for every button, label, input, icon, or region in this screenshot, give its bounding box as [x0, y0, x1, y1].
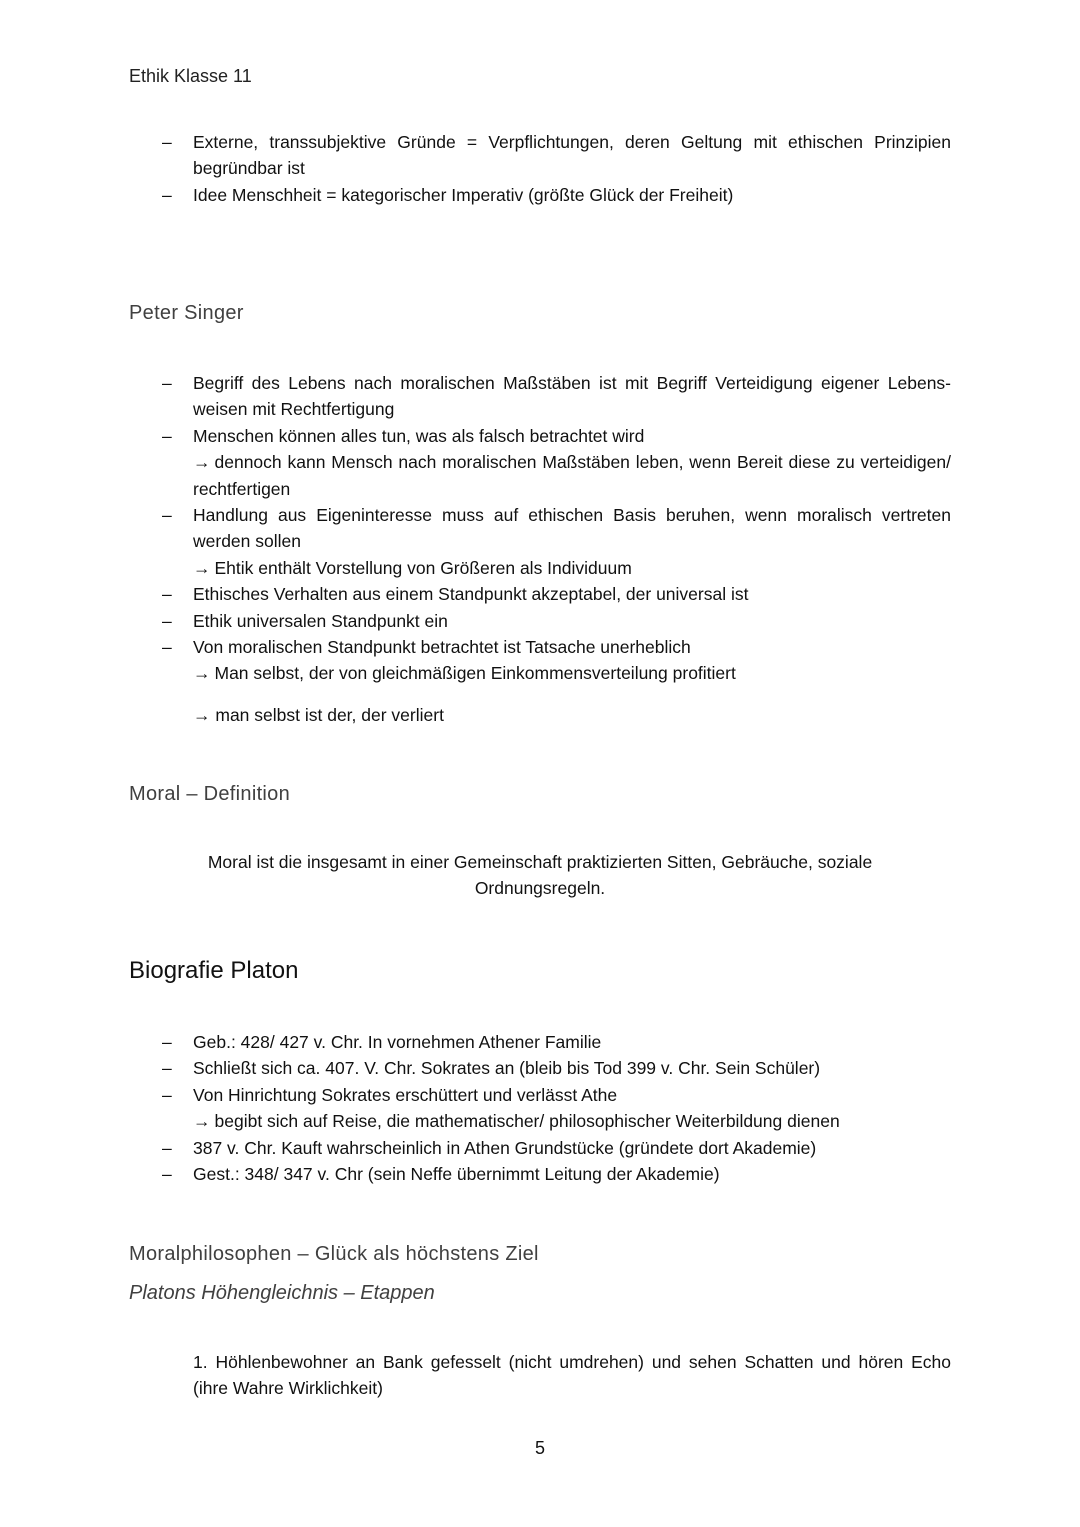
arrow-icon: →	[193, 557, 211, 578]
arrow-icon: →	[193, 1111, 211, 1132]
list-item-text: Begriff des Lebens nach moralischen Maßstäben ist mit Begriff Verteidigung eigener Lebensweisen mit Rechtfertigung	[193, 373, 951, 420]
list-item-text: Externe, transsubjektive Gründe = Verpflichtungen, deren Geltung mit ethischen Prinzipien begründbar ist	[193, 132, 951, 179]
list-item	[129, 423, 951, 502]
list-item-text: Gest.: 348/ 347 v. Chr (sein Neffe übernimmt Leitung der Akademie)	[193, 1164, 720, 1185]
arrow-icon: →	[193, 663, 211, 684]
singer-list	[129, 370, 951, 687]
list-item-text: Menschen können alles tun, was als falsch betrachtet wird	[193, 425, 645, 446]
list-item	[129, 1055, 951, 1081]
list-item	[129, 1029, 951, 1055]
list-item	[129, 1161, 951, 1187]
list-item	[129, 581, 951, 607]
section-heading-moralphil: Moralphilosophen – Glück als höchstens Ziel	[129, 1243, 539, 1265]
list-item-text: 387 v. Chr. Kauft wahrscheinlich in Athen Grundstücke (gründete dort Akademie)	[193, 1137, 817, 1158]
platon-list	[129, 1029, 951, 1187]
list-item-text: Von moralischen Standpunkt betrachtet ist Tatsache unerheblich	[193, 637, 691, 658]
list-item	[129, 1135, 951, 1161]
list-item	[129, 634, 951, 687]
moral-definition: Moral ist die insgesamt in einer Gemeinschaft praktizierten Sitten, Gebräuche, soziale Ordnungsregeln.	[207, 852, 873, 899]
list-sub-item	[193, 555, 951, 581]
list-sub-item	[193, 660, 951, 686]
list-item-text: Handlung aus Eigeninteresse muss auf ethischen Basis beruhen, wenn moralisch vertreten werden sollen	[193, 505, 951, 552]
list-item	[129, 502, 951, 581]
list-item-text: Idee Menschheit = kategorischer Imperativ (größte Glück der Freiheit)	[193, 184, 734, 205]
list-item-text: Schließt sich ca. 407. V. Chr. Sokrates an (bleib bis Tod 399 v. Chr. Sein Schüler)	[193, 1058, 821, 1079]
section-subheading-hoehle: Platons Höhengleichnis – Etappen	[129, 1282, 435, 1304]
list-item-text: Ethik universalen Standpunkt ein	[193, 610, 448, 631]
page-number: 5	[534, 1438, 545, 1458]
list-item	[129, 1082, 951, 1135]
header-title: Ethik Klasse 11	[129, 66, 252, 86]
section-heading-singer: Peter Singer	[129, 302, 244, 324]
list-item	[129, 370, 951, 423]
list-item	[129, 608, 951, 634]
singer-extra-line	[193, 702, 444, 728]
list-sub-item	[193, 1108, 951, 1134]
sub-item-text: Man selbst, der von gleichmäßigen Einkommensverteilung profitiert	[214, 663, 736, 684]
intro-list	[129, 129, 951, 208]
list-sub-item	[193, 449, 951, 502]
section-heading-moral: Moral – Definition	[129, 783, 291, 805]
extra-text: man selbst ist der, der verliert	[215, 705, 444, 725]
sub-item-text: dennoch kann Mensch nach moralischen Maßstäben leben, wenn Bereit diese zu verteidigen/ rechtfertigen	[193, 452, 951, 499]
list-item-text: Geb.: 428/ 427 v. Chr. In vornehmen Athener Familie	[193, 1032, 602, 1052]
sub-item-text: begibt sich auf Reise, die mathematischer/ philosophischer Weiterbildung dienen	[214, 1111, 840, 1132]
list-item	[129, 129, 951, 182]
arrow-icon: →	[193, 705, 211, 725]
list-item-text: Ethisches Verhalten aus einem Standpunkt akzeptabel, der universal ist	[193, 584, 749, 605]
list-item-text: Von Hinrichtung Sokrates erschüttert und verlässt Athe	[193, 1084, 618, 1105]
sub-item-text: Ehtik enthält Vorstellung von Größeren als Individuum	[214, 557, 632, 578]
arrow-icon: →	[193, 452, 211, 473]
section-heading-platon: Biografie Platon	[129, 957, 299, 984]
step-one-paragraph: 1. Höhlenbewohner an Bank gefesselt (nicht umdrehen) und sehen Schatten und hören Echo (ihre Wahre Wirklichkeit)	[193, 1352, 951, 1399]
list-item	[129, 182, 951, 208]
